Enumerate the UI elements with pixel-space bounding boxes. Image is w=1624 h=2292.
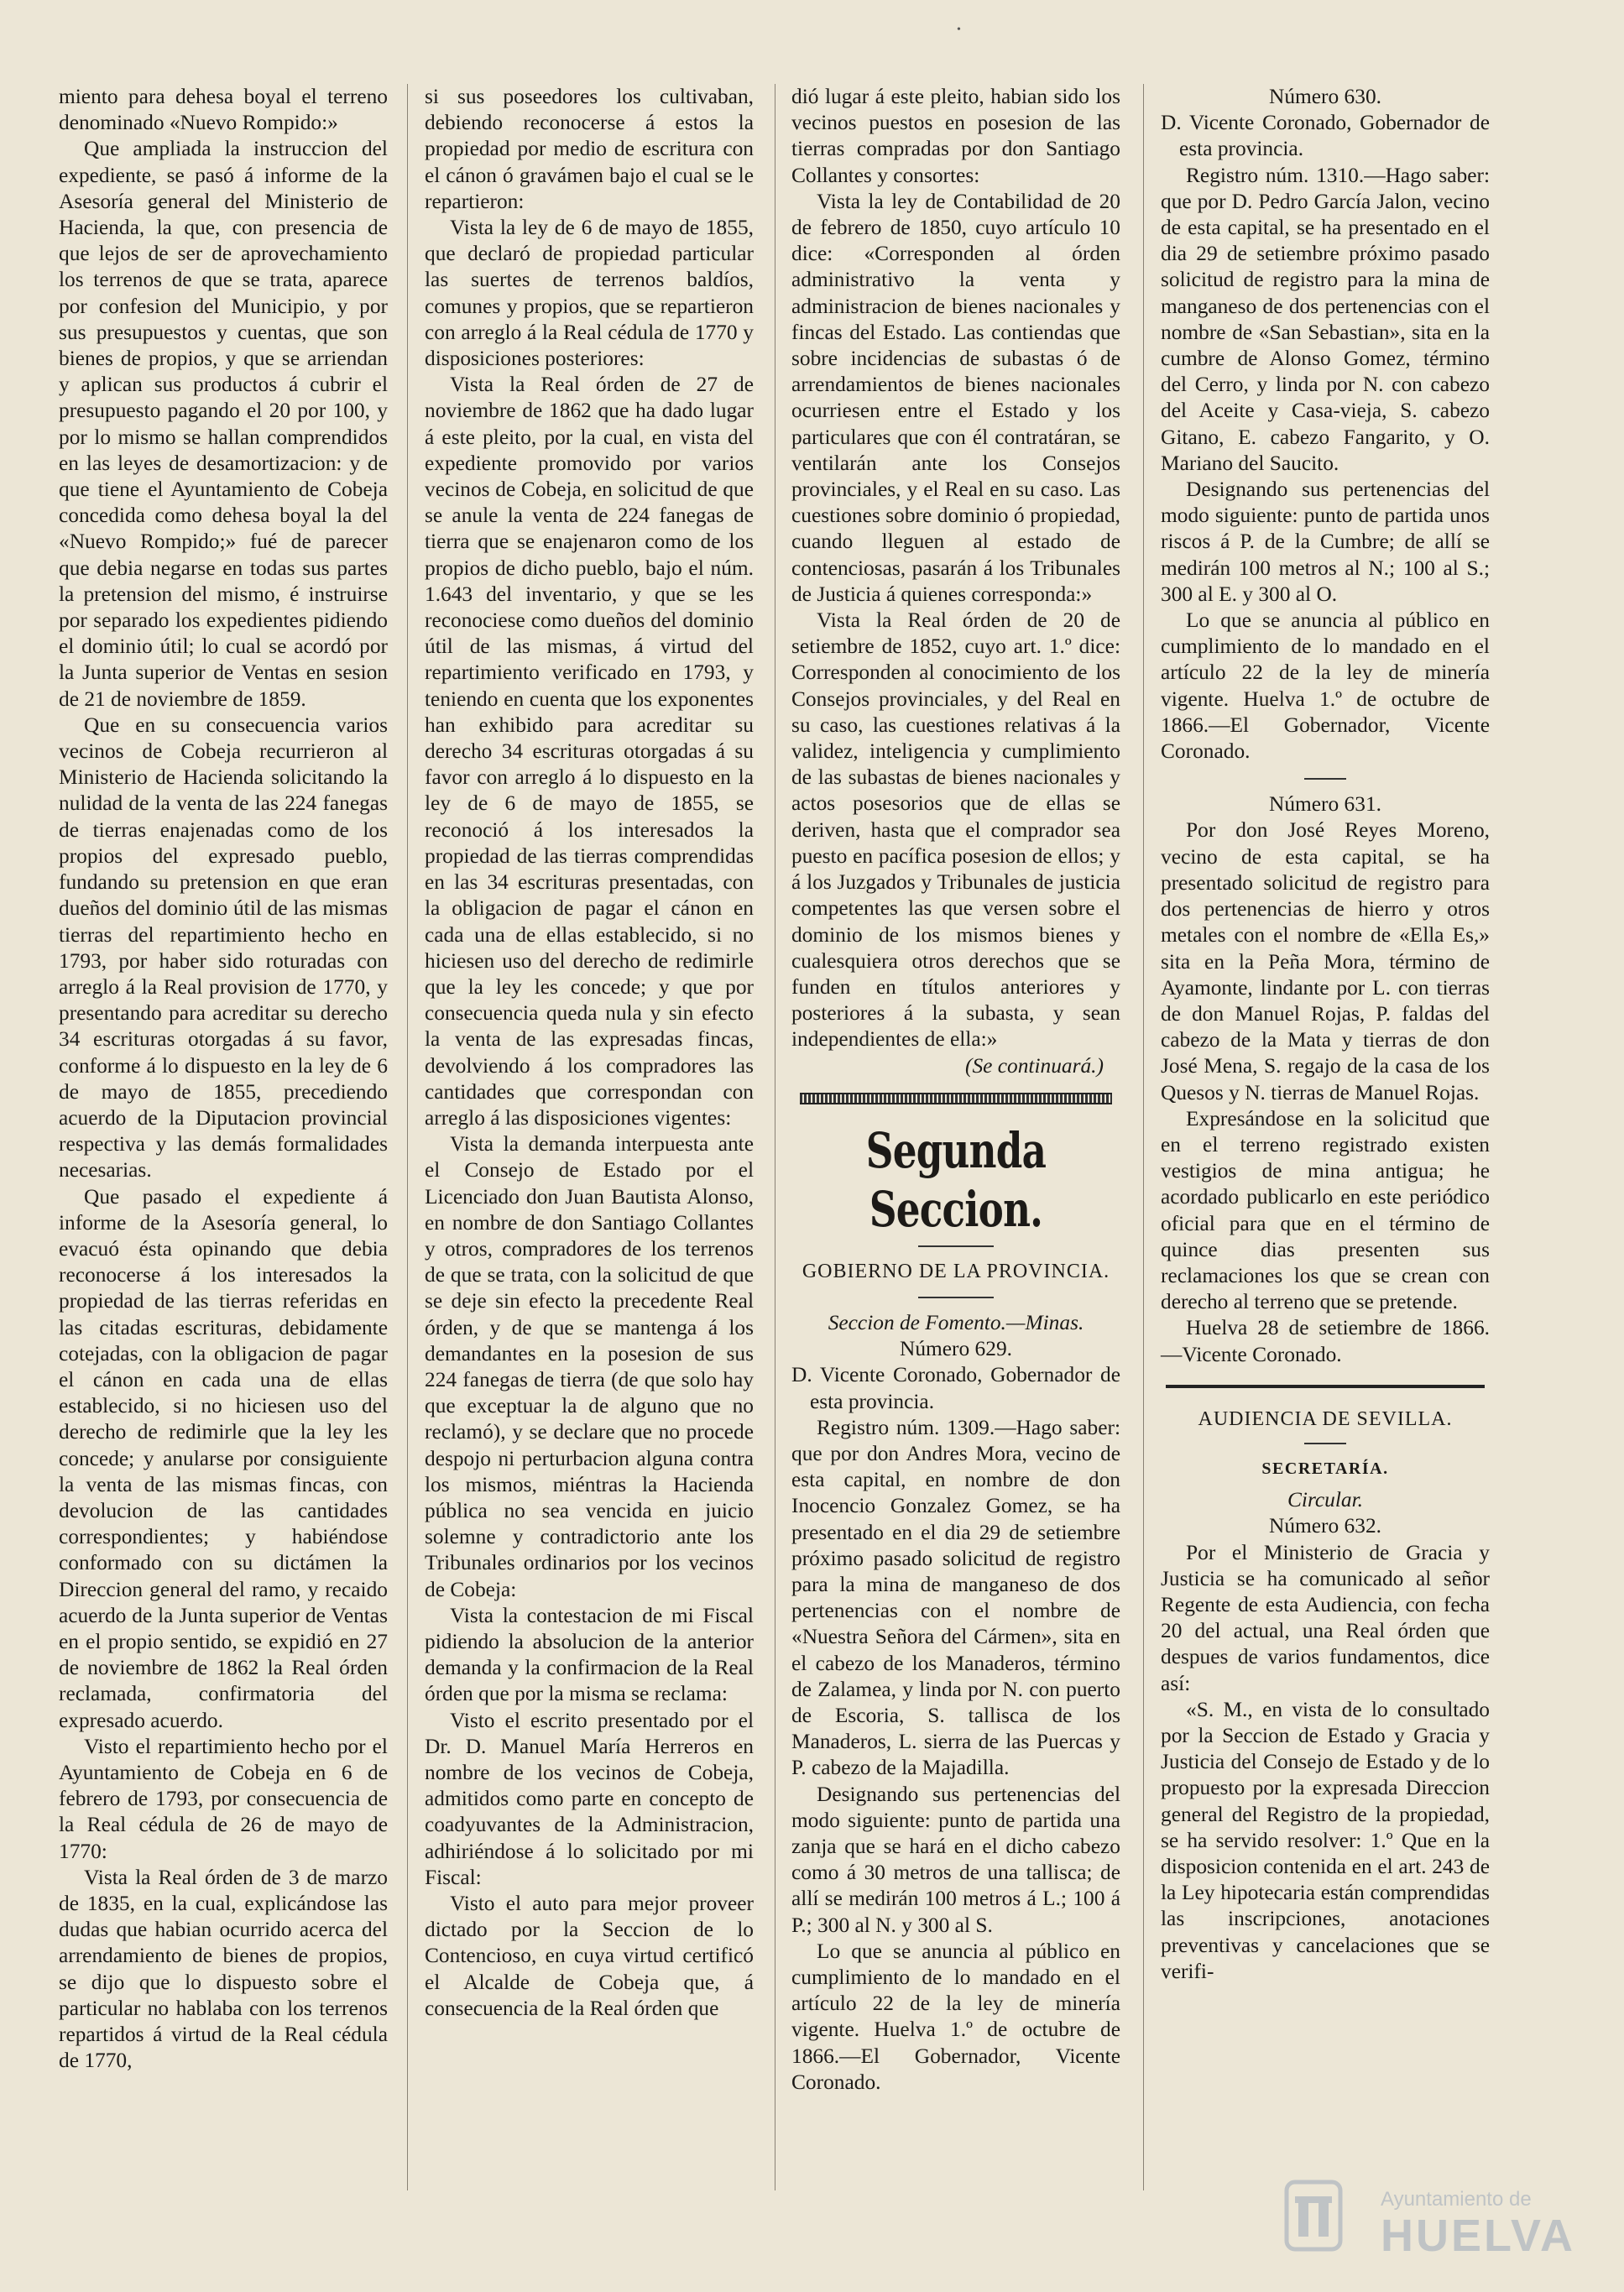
paragraph: Vista la Real órden de 27 de noviembre de 1862 que ha dado lugar á este pleito, por la cual, en vista del expediente promovido por varios vecinos de Cobeja, en solicitud de que se anule la venta de 224 fanegas de tierra que se enajenaron como de los propios de dicho pueblo, bajo el núm. 1.643 del inventario, y que se les reconociese como dueños del dominio útil de las mismas, á virtud del repartimiento verificado en 1793, y teniendo en cuenta que los exponentes han exhibido para acreditar su derecho 34 escrituras otorgadas á su favor con arreglo á lo dispuesto en la ley de 6 de mayo de 1855, se reconoció á los interesados la propiedad de las tierras comprendidas en las 34 escrituras presentadas, con la obligacion de pagar el cánon en cada una de ellas establecido, si no hiciesen uso del derecho de redimirle que la ley les concede; y que por consecuencia queda nula y sin efecto la venta de las expresadas fincas, devolviendo á los compradores las cantidades que correspondan con arreglo á las disposiciones vigentes: <box>425 373 754 1130</box>
continued-note: (Se continuará.) <box>964 1053 1104 1078</box>
paragraph: Que pasado el expediente á informe de la Asesoría general, lo evacuó ésta opinando que debia reconocerse á los interesados la propiedad de las tierras referidas en las citadas escrituras, debidamente cotejadas, con la obligacion de pagar el cánon en cada una de ellas establecido, si no hiciesen uso del derecho de redimirle que la ley les concede; y anularse por consiguiente la venta de las mismas fincas, con devolucion de las cantidades correspondientes; y habiéndose conformado con su dictámen la Direccion general del ramo, y recaido acuerdo de la Junta superior de Ventas en el propio sentido, se expidió en 27 de noviembre de 1862 la Real órden reclamada, confirmatoria del expresado acuerdo. <box>59 1184 388 1732</box>
paragraph: miento para dehesa boyal el terreno denominado «Nuevo Rompido:» <box>59 85 388 135</box>
number-630: Número 630. <box>1269 85 1381 108</box>
column-2-body <box>425 84 754 2022</box>
paragraph: Designando sus pertenencias del modo siguiente: punto de partida unos riscos á P. de la Cumbre; de allí se medirán 100 metros al N.; 100 al S.; 300 al E. y 300 al O. <box>1161 478 1490 606</box>
paragraph: «S. M., en vista de lo consultado por la Seccion de Estado y Gracia y Justicia del Consejo de Estado y de lo propuesto por la expresada Direccion general del Registro de la propiedad, se ha servido resolver: 1.º Que en la disposicion contenida en el art. 243 de la Ley hipotecaria están comprendidas las inscripciones, anotaciones preventivas y cancelaciones que se verifi- <box>1161 1697 1490 1983</box>
paragraph: Designando sus pertenencias del modo siguiente: punto de partida una zanja que se hará en el dicho cabezo como á 30 metros de una tallisca; de allí se medirán 100 metros á L.; 100 á P.; 300 al N. y 300 al S. <box>791 1782 1120 1937</box>
section-rule <box>800 1093 1112 1104</box>
paragraph: Registro núm. 1309.—Hago saber: que por don Andres Mora, vecino de esta capital, en nombre de don Inocencio Gonzalez Gomez, se ha presentado en el dia 29 de setiembre próximo pasado solicitud de registro para la mina de manganeso de dos pertenencias con el nombre de «Nuestra Señora del Cármen», sita en el cabezo de los Manaderos, término de Zalamea, y linda por N. con puerto de Escoria, S. tallisca de los Manaderos, L. sierra de las Puercas y P. cabezo de la Majadilla. <box>791 1415 1120 1780</box>
audiencia-heading: AUDIENCIA DE SEVILLA. <box>1198 1407 1453 1430</box>
column-3-body-bottom <box>791 1415 1120 2096</box>
column-4-body-c <box>1161 1540 1490 1985</box>
paragraph: Vista la Real órden de 20 de setiembre de 1852, cuyo art. 1.º dice: Corresponden al conocimiento de los Consejos provinciales, y del Real en su caso, las cuestiones relativas á la validez, inteligencia y cumplimiento de las subastas de bienes nacionales y actos posesorios que de ellas se deriven, hasta que el comprador sea puesto en pacífica posesion de ellos; y á los Juzgados y Tribunales de justicia competentes las que versen sobre el dominio de los mismos bienes y cualesquiera otros derechos que se funden en títulos anteriores y posteriores á la subasta, y sean independientes de ella:» <box>791 608 1120 1052</box>
number-632: Número 632. <box>1269 1514 1381 1538</box>
paragraph: Visto el escrito presentado por el Dr. D. Manuel María Herreros en nombre de los vecinos de Cobeja, admitidos como parte en concepto de coadyuvantes de la Administracion, adhiriéndose á lo solicitado por mi Fiscal: <box>425 1708 754 1889</box>
town-crest-icon <box>1280 2178 1347 2253</box>
column-divider <box>407 84 408 2190</box>
paragraph: Vista la Real órden de 3 de marzo de 1835, en la cual, explicándose las dudas que habian ocurrido acerca del arrendamiento de bienes de propios, se dijo que lo dispuesto sobre el particular no hablaba con los terrenos repartidos á virtud de la Real cédula de 1770, <box>59 1865 388 2073</box>
circular-heading: Circular. <box>1287 1488 1364 1512</box>
paragraph: Vista la ley de Contabilidad de 20 de febrero de 1850, cuyo artículo 10 dice: «Corresponden al órden administrativo la venta y administracion de bienes nacionales y fincas del Estado. Las contiendas que sobre incidencias de subastas ó de arrendamientos de bienes nacionales ocurriesen entre el Estado y los particulares que con él contratáran, se ventilarán ante los Consejos provinciales, y el Real en su caso. Las cuestiones sobre dominio ó propiedad, cuando lleguen al estado de contenciosas, pasarán á los Tribunales de Justicia á quienes corresponda:» <box>791 189 1120 606</box>
paragraph: Registro núm. 1310.—Hago saber: que por D. Pedro García Jalon, vecino de esta capital, se ha presentado en el dia 29 de setiembre próximo pasado solicitud de registro para la mina de manganeso de dos pertenencias con el nombre de «San Sebastian», sita en la cumbre de Alonso Gomez, término del Cerro, y linda por N. con cabezo del Aceite y Casa-vieja, S. cabezo Gitano, E. cabezo Fangarito, y O. Mariano del Saucito. <box>1161 163 1490 475</box>
watermark-big-text: HUELVA <box>1381 2211 1575 2261</box>
paragraph: Visto el repartimiento hecho por el Ayuntamiento de Cobeja en 6 de febrero de 1793, por consecuencia de la Real cédula de 26 de mayo de 1770: <box>59 1734 388 1863</box>
top-mark: • <box>957 23 961 36</box>
paragraph: Visto el auto para mejor proveer dictado por la Seccion de lo Contencioso, en cuya virtud certificó el Alcalde de Cobeja que, á consecuencia de la Real órden que <box>425 1892 754 2020</box>
paragraph: Huelva 28 de setiembre de 1866. —Vicente Coronado. <box>1161 1316 1490 1366</box>
short-divider <box>1304 778 1346 780</box>
short-divider <box>918 1245 994 1247</box>
paragraph: Por don José Reyes Moreno, vecino de esta capital, se ha presentado solicitud de registro para dos pertenencias de hierro y otros metales con el nombre de «Ella Es,» sita en la Peña Mora, término de Ayamonte, lindante por L. con tierras de don Manuel Rojas, P. faldas del cabezo de la Mata y tierras de don José Mena, S. regajo de la casa de los Quesos y N. tierras de Manuel Rojas. <box>1161 818 1490 1104</box>
section-title: Segunda Seccion. <box>865 1121 1047 1238</box>
column-2 <box>425 84 754 2022</box>
paragraph: Vista la ley de 6 de mayo de 1855, que declaró de propiedad particular las suertes de terrenos baldíos, comunes y propios, que se repartieron con arreglo á la Real cédula de 1770 y disposiciones posteriores: <box>425 216 754 371</box>
paragraph: Por el Ministerio de Gracia y Justicia se ha comunicado al señor Regente de esta Audiencia, con fecha 20 del actual, una Real órden que despues de varios fundamentos, dice así: <box>1161 1540 1490 1695</box>
gobierno-heading: GOBIERNO DE LA PROVINCIA. <box>802 1260 1110 1282</box>
paragraph: Vista la contestacion de mi Fiscal pidiendo la absolucion de la anterior demanda y la confirmacion de la Real órden que por la misma se reclama: <box>425 1603 754 1706</box>
paragraph: dió lugar á este pleito, habian sido los vecinos puestos en posesion de las tierras compradas por don Santiago Collantes y consortes: <box>791 85 1120 187</box>
governor-629: D. Vicente Coronado, Gobernador de esta provincia. <box>791 1363 1120 1413</box>
column-divider <box>1143 84 1144 2190</box>
section-rule <box>1166 1385 1485 1388</box>
secretaria-heading: SECRETARÍA. <box>1261 1459 1389 1478</box>
paragraph: Lo que se anuncia al público en cumplimiento de lo mandado en el artículo 22 de la ley de minería vigente. Huelva 1.º de octubre de 1866.—El Gobernador, Vicente Coronado. <box>791 1939 1120 2094</box>
paragraph: Expresándose en la solicitud que en el terreno registrado existen vestigios de mina antigua; he acordado publicarlo en este periódico oficial para que en el término de quince dias presenten sus reclamaciones los que se crean con derecho al terreno que se pretende. <box>1161 1106 1490 1314</box>
column-4-body-a <box>1161 163 1490 765</box>
paragraph: Que en su consecuencia varios vecinos de Cobeja recurrieron al Ministerio de Hacienda solicitando la nulidad de la venta de las 224 fanegas de tierras enajenadas como de los propios del expresado pueblo, fundando su pretension en que eran dueños del dominio útil de las mismas tierras del repartimiento hecho en 1793, por haber sido roturadas con arreglo á la Real provision de 1770, y presentando para acreditar su derecho 34 escrituras otorgadas á su favor, conforme á lo dispuesto en la ley de 6 de mayo de 1855, precediendo acuerdo de la Diputacion provincial respectiva y las demás formalidades necesarias. <box>59 713 388 1183</box>
watermark <box>1280 2169 1599 2270</box>
column-1-body <box>59 84 388 2074</box>
governor-630: D. Vicente Coronado, Gobernador de esta provincia. <box>1161 111 1490 161</box>
watermark-small-text: Ayuntamiento de <box>1381 2188 1532 2211</box>
number-631: Número 631. <box>1269 792 1381 817</box>
paragraph: si sus poseedores los cultivaban, debiendo reconocerse á estos la propiedad por medio de escritura con el cánon ó gravámen bajo el cual se le repartieron: <box>425 85 754 213</box>
column-3-body-top <box>791 84 1120 1053</box>
number-629: Número 629. <box>900 1337 1012 1361</box>
column-1 <box>59 84 388 2074</box>
paragraph: Lo que se anuncia al público en cumplimiento de lo mandado en el artículo 22 de la ley de minería vigente. Huelva 1.º de octubre de 1866.—El Gobernador, Vicente Coronado. <box>1161 608 1490 764</box>
short-divider <box>1304 1443 1346 1444</box>
column-3 <box>791 84 1120 2096</box>
fomento-heading: Seccion de Fomento.—Minas. <box>828 1310 1084 1334</box>
column-4 <box>1161 84 1490 1985</box>
paragraph: Que ampliada la instruccion del expediente, se pasó á informe de la Asesoría general del Ministerio de Hacienda, la que, con presencia de que lejos de ser de aprovechamiento los terrenos de que se trata, aparece por confesion del Municipio, y por sus presupuestos y cuentas, que son bienes de propios, y que se arriendan y aplican sus productos á cubrir el presupuesto pagando el 20 por 100, y por lo mismo se hallan comprendidos en las leyes de desamortizacion: y de que tiene el Ayuntamiento de Cobeja concedida como dehesa boyal la del «Nuevo Rompido;» fué de parecer que debia negarse en todas sus partes la pretension del mismo, é instruirse por separado los expedientes pidiendo el dominio útil; lo cual se acordó por la Junta superior de Ventas en sesion de 21 de noviembre de 1859. <box>59 137 388 711</box>
paragraph: Vista la demanda interpuesta ante el Consejo de Estado por el Licenciado don Juan Bautista Alonso, en nombre de don Santiago Collantes y otros, compradores de los terrenos de que se trata, con la solicitud de que se deje sin efecto la precedente Real órden, y de que se mantenga á los demandantes en la posesion de sus 224 fanegas de tierra (de que solo hay que exceptuar la de alguno que no reclamó), y se declare que no procede despojo ni perturbacion alguna contra los mismos, miéntras la Hacienda pública no sea vencida en juicio solemne y contradictorio ante los Tribunales ordinarios por los vecinos de Cobeja: <box>425 1132 754 1601</box>
column-4-body-b <box>1161 817 1490 1367</box>
short-divider <box>918 1297 994 1298</box>
